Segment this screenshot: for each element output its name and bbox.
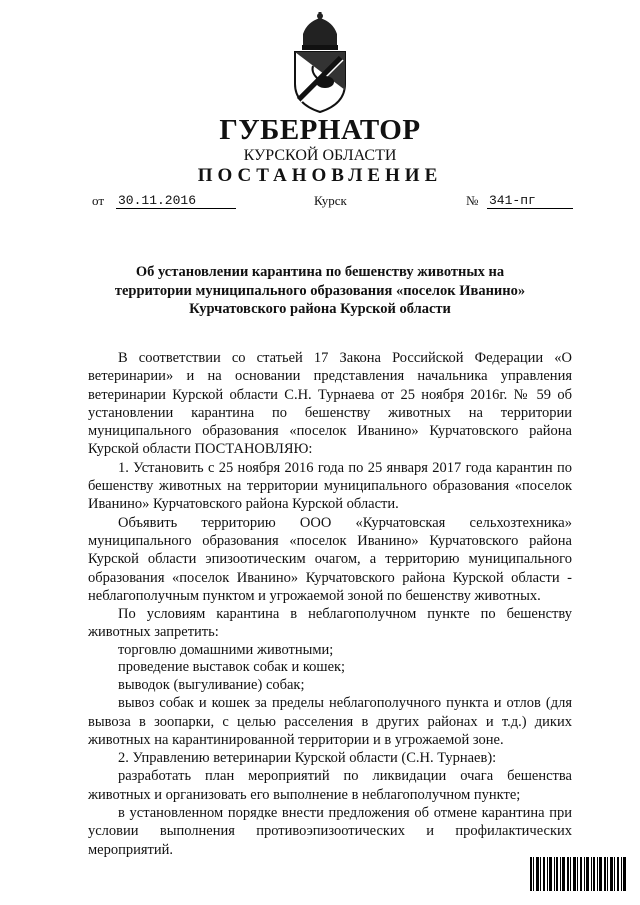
body-paragraph: 2. Управлению ветеринарии Курской области (С.Н. Турнаев): (118, 750, 497, 767)
title-line: Курчатовского района Курской области (189, 301, 451, 317)
document-date: 30.11.2016 (116, 193, 236, 209)
region-name: КУРСКОЙ ОБЛАСТИ (243, 147, 397, 164)
document-body (88, 349, 572, 859)
title-line: территории муниципального образования «поселок Иванино» (114, 282, 526, 299)
document-number: 341-пг (487, 193, 573, 209)
list-item: разработать план мероприятий по ликвидации очага бешенства животных и организовать его выполнение в неблагополучном пункте; (88, 768, 572, 803)
list-item: выводок (выгуливание) собак; (118, 676, 305, 693)
body-paragraph: Объявить территорию ООО «Курчатовская сельхозтехника» муниципального образования «поселок Иванино» Курчатовского района Курской области эпизоотическим очагом, а территорию муниципального образования «поселок Иванино» Курчатовского района Курской области - неблагополучным пунктом и угрожаемой зоной по бешенству животных. (88, 514, 572, 604)
document-title (60, 263, 580, 319)
authority-title: ГУБЕРНАТОР (219, 114, 421, 146)
body-paragraph: В соответствии со статьей 17 Закона Российской Федерации «О ветеринарии» и на основании представления начальника управления ветеринарии Курской области С.Н. Турнаева от 25 ноября 2016г. № 59 об установлении карантина по бешенству животных на территории муниципального образования «поселок Иванино» Курчатовского района Курской области ПОСТАНОВЛЯЮ: (88, 350, 572, 458)
title-line: Об установлении карантина по бешенству животных на (135, 264, 505, 280)
date-prefix: от (92, 193, 105, 208)
coat-of-arms-icon (289, 12, 351, 116)
list-item: вывоз собак и кошек за пределы неблагополучного пункта и отлов (для вывоза в зоопарки, с целью расселения в других районах и т.д.) диких животных на карантинированной территории и в угрожаемой зоне. (88, 695, 572, 748)
list-item: в установленном порядке внести предложения об отмене карантина при условии выполнения противоэпизоотических и профилактических мероприятий. (88, 805, 572, 858)
list-item: торговлю домашними животными; (118, 641, 334, 658)
body-paragraph: 1. Установить с 25 ноября 2016 года по 25 января 2017 года карантин по бешенству животных на территории муниципального образования «поселок Иванино» Курчатовского района Курской области. (88, 459, 572, 513)
body-paragraph: По условиям карантина в неблагополучном пункте по бешенству животных запретить: (88, 606, 572, 641)
list-item: проведение выставок собак и кошек; (118, 659, 346, 676)
number-prefix: № (466, 193, 479, 208)
city-name: Курск (314, 193, 347, 208)
barcode-icon (530, 857, 626, 891)
document-type: ПОСТАНОВЛЕНИЕ (197, 165, 443, 186)
